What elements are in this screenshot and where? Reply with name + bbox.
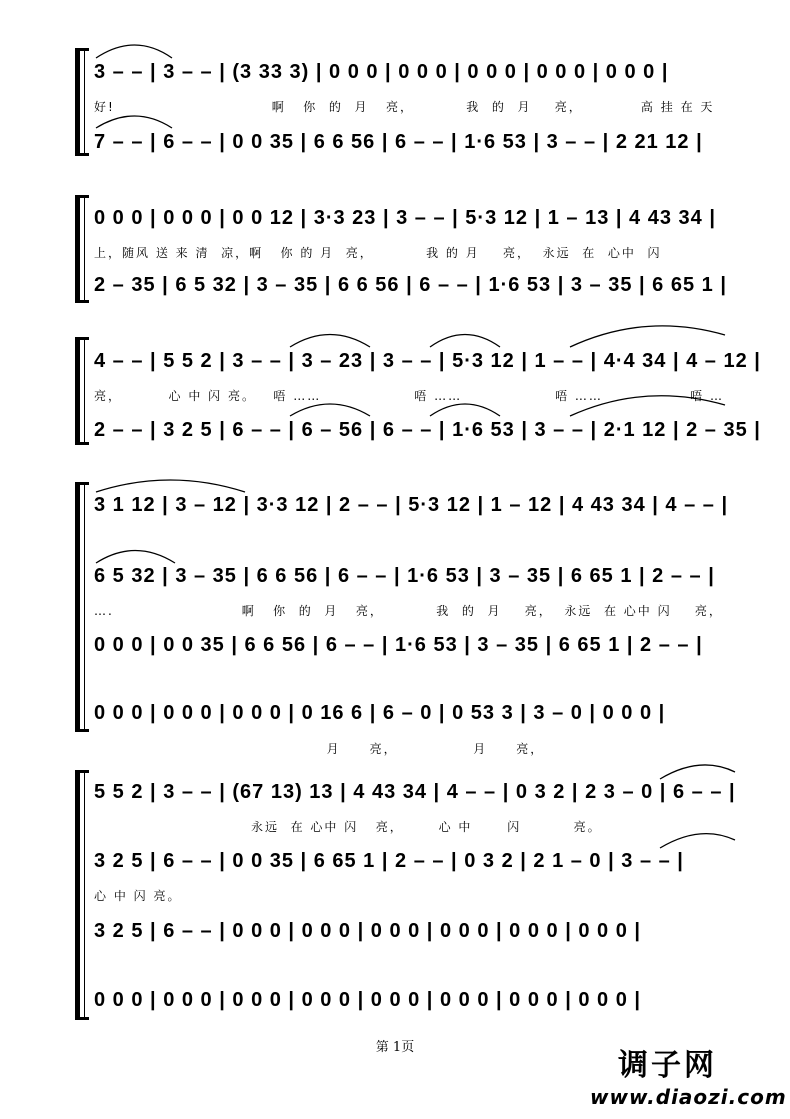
system-brace: [75, 48, 80, 156]
staff-row-bass: 0 0 0 | 0 0 0 | 0 0 0 | 0 0 0 | 0 0 0 | 0 0 0 | 0 0 0 | 0 0 0 |: [94, 988, 641, 1011]
staff-row-soprano: 4 – – | 5 5 2 | 3 – – | 3 – 23 | 3 – – | 5·3 12 | 1 – – | 4·4 34 | 4 – 12 |: [94, 349, 761, 372]
system-brace: [75, 770, 80, 1020]
system-brace: [75, 482, 80, 732]
system-line: [84, 48, 85, 156]
lyrics-line: 永远 在 心中 闪 亮， 心 中 闪 亮。: [94, 820, 602, 834]
staff-row-alto: 6 5 32 | 3 – 35 | 6 6 56 | 6 – – | 1·6 53 | 3 – 35 | 6 65 1 | 2 – – |: [94, 564, 715, 587]
staff-row-tenor: 3 2 5 | 6 – – | 0 0 0 | 0 0 0 | 0 0 0 | 0 0 0 | 0 0 0 | 0 0 0 |: [94, 919, 641, 942]
system-line: [84, 770, 85, 1020]
lyrics-line: …. 啊 你 的 月 亮， 我 的 月 亮， 永远 在 心中 闪 亮，: [94, 604, 723, 618]
system-line: [84, 337, 85, 445]
system-line: [84, 482, 85, 732]
staff-row-alto: 3 2 5 | 6 – – | 0 0 35 | 6 65 1 | 2 – – | 0 3 2 | 2 1 – 0 | 3 – – |: [94, 849, 684, 872]
staff-row-tenor: 0 0 0 | 0 0 35 | 6 6 56 | 6 – – | 1·6 53 | 3 – 35 | 6 65 1 | 2 – – |: [94, 633, 703, 656]
lyrics-line: 上，随风 送 来 清 凉，啊 你 的 月 亮， 我 的 月 亮， 永远 在 心中 闪: [94, 246, 662, 260]
page-number: 第 1页: [375, 1040, 415, 1055]
watermark-logo: 调子网: [618, 1048, 717, 1083]
staff-row-alto: 7 – – | 6 – – | 0 0 35 | 6 6 56 | 6 – – | 1·6 53 | 3 – – | 2 21 12 |: [94, 130, 703, 153]
system-brace: [75, 195, 80, 303]
system-brace: [75, 337, 80, 445]
lyrics-line: 亮， 心 中 闪 亮。 唔 …… 唔 …… 唔 …… 唔 …: [94, 389, 724, 403]
staff-row-soprano: 3 – – | 3 – – | (3 33 3) | 0 0 0 | 0 0 0 | 0 0 0 | 0 0 0 | 0 0 0 |: [94, 60, 669, 83]
system-line: [84, 195, 85, 303]
staff-row-soprano: 5 5 2 | 3 – – | (67 13) 13 | 4 43 34 | 4 – – | 0 3 2 | 2 3 – 0 | 6 – – |: [94, 780, 736, 803]
staff-row-alto: 2 – – | 3 2 5 | 6 – – | 6 – 56 | 6 – – | 1·6 53 | 3 – – | 2·1 12 | 2 – 35 |: [94, 418, 761, 441]
staff-row-soprano: 3 1 12 | 3 – 12 | 3·3 12 | 2 – – | 5·3 12 | 1 – 12 | 4 43 34 | 4 – – |: [94, 493, 729, 516]
staff-row-alto: 2 – 35 | 6 5 32 | 3 – 35 | 6 6 56 | 6 – – | 1·6 53 | 3 – 35 | 6 65 1 |: [94, 273, 727, 296]
lyrics-line: 好! 啊 你 的 月 亮， 我 的 月 亮， 高 挂 在 天: [94, 100, 715, 114]
staff-row-bass: 0 0 0 | 0 0 0 | 0 0 0 | 0 16 6 | 6 – 0 | 0 53 3 | 3 – 0 | 0 0 0 |: [94, 701, 666, 724]
watermark-url: www.diaozi.com: [590, 1085, 787, 1109]
lyrics-line: 心 中 闪 亮。: [94, 889, 182, 903]
staff-row-soprano: 0 0 0 | 0 0 0 | 0 0 12 | 3·3 23 | 3 – – | 5·3 12 | 1 – 13 | 4 43 34 |: [94, 206, 716, 229]
lyrics-line: 月 亮， 月 亮，: [94, 742, 545, 756]
